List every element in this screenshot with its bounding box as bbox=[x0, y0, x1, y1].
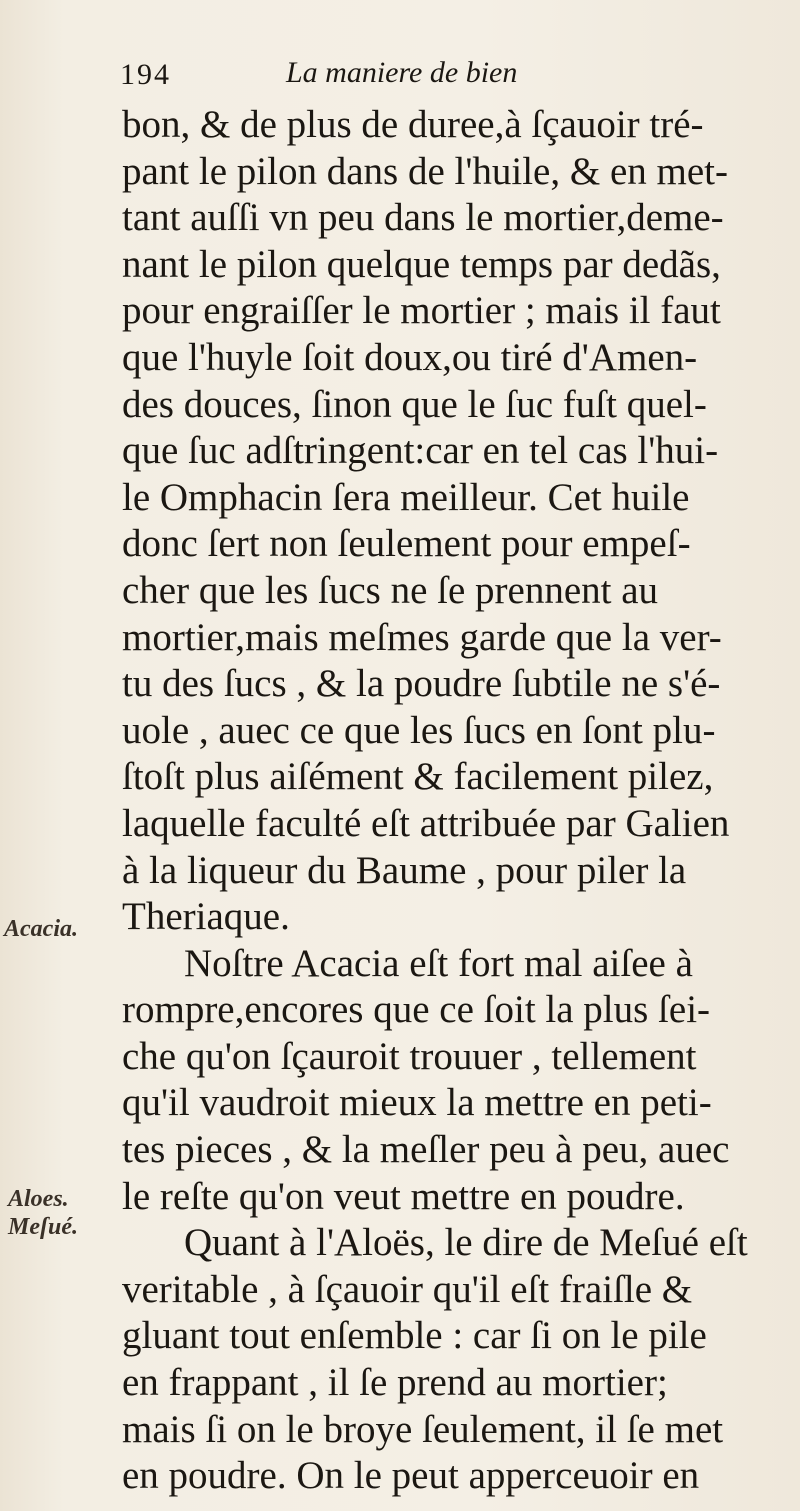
margin-note-acacia: Acacia. bbox=[4, 916, 78, 942]
text-line: tu des ſucs , & la poudre ſubtile ne s'é- bbox=[122, 662, 721, 706]
text-line: bon, & de plus de duree,à ſçauoir tré- bbox=[122, 103, 704, 146]
text-line: que l'huyle ſoit doux,ou tiré d'Amen- bbox=[122, 335, 698, 379]
text-line: le Omphacin ſera meilleur. Cet huile bbox=[122, 475, 690, 519]
paragraph-start-line: Quant à l'Aloës, le dire de Meſué eſt bbox=[184, 1221, 748, 1265]
margin-note-aloes: Aloes. bbox=[8, 1186, 69, 1212]
text-line: nant le pilon quelque temps par dedãs, bbox=[122, 242, 721, 286]
text-line: le reſte qu'on veut mettre en poudre. bbox=[122, 1174, 685, 1218]
text-line: pour engraiſſer le mortier ; mais il faut bbox=[122, 289, 721, 333]
running-header bbox=[108, 52, 668, 96]
text-line: pant le pilon dans de l'huile, & en met- bbox=[122, 149, 728, 193]
text-line: gluant tout enſemble : car ſi on le pile bbox=[122, 1314, 707, 1358]
text-line: cher que les ſucs ne ſe prennent au bbox=[122, 568, 659, 612]
text-line: des douces, ſinon que le ſuc fuſt quel- bbox=[122, 382, 707, 426]
text-line: mortier,mais meſmes garde que la ver- bbox=[122, 615, 722, 659]
paragraph-start-line: Noſtre Acacia eſt fort mal aiſee à bbox=[184, 941, 693, 985]
text-line: que ſuc adſtringent:car en tel cas l'hui- bbox=[122, 429, 719, 473]
text-line: uole , auec ce que les ſucs en ſont plu- bbox=[122, 708, 716, 752]
text-line: en poudre. On le peut apperceuoir en bbox=[122, 1454, 700, 1498]
page-number: 194 bbox=[120, 58, 171, 91]
text-line: rompre,encores que ce ſoit la plus ſei- bbox=[122, 988, 711, 1032]
text-line: donc ſert non ſeulement pour empeſ- bbox=[122, 522, 691, 566]
text-line: qu'il vaudroit mieux la mettre en peti- bbox=[122, 1081, 712, 1125]
text-line: Theriaque. bbox=[122, 895, 290, 939]
text-line: tant auſſi vn peu dans le mortier,deme- bbox=[122, 196, 724, 240]
text-line: en frappant , il ſe prend au mortier; bbox=[122, 1361, 668, 1405]
text-line: veritable , à ſçauoir qu'il eſt fraiſle & bbox=[122, 1267, 693, 1311]
text-line: che qu'on ſçauroit trouuer , tellement bbox=[122, 1034, 697, 1078]
running-title: La maniere de bien bbox=[286, 56, 518, 89]
text-line: laquelle faculté eſt attribuée par Galien bbox=[122, 801, 730, 845]
text-line: mais ſi on le broye ſeulement, il ſe met bbox=[122, 1407, 724, 1451]
body-text bbox=[122, 102, 798, 1500]
text-line: ſtoſt plus aiſément & facilement pilez, bbox=[122, 755, 714, 799]
text-line: à la liqueur du Baume , pour piler la bbox=[122, 848, 687, 892]
text-line: tes pieces , & la meſler peu à peu, auec bbox=[122, 1128, 730, 1172]
margin-note-mesue: Meſué. bbox=[8, 1214, 78, 1240]
